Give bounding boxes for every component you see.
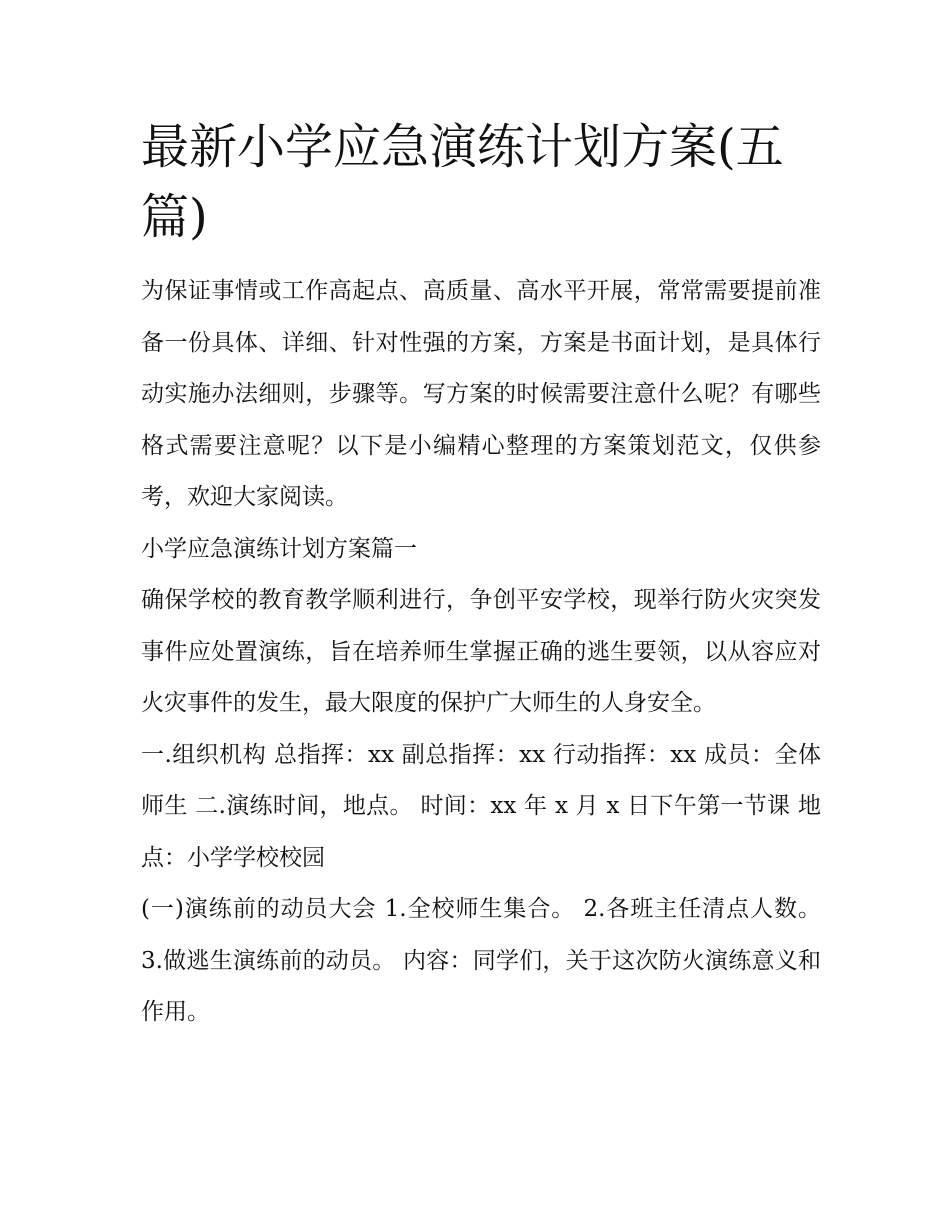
intro-paragraph: 为保证事情或工作高起点、高质量、高水平开展，常常需要提前准备一份具体、详细、针对性强的方案，方案是书面计划，是具体行动实施办法细则，步骤等。写方案的时候需要注意什么呢？有哪些格式需要注意呢？以下是小编精心整理的方案策划范文，仅供参考，欢迎大家阅读。 [141,278,821,510]
mobilization-paragraph: (一)演练前的动员大会 1.全校师生集合。 2.各班主任清点人数。 3.做逃生演练前的动员。 内容：同学们，关于这次防火演练意义和作用。 [141,896,821,1025]
document-title: 最新小学应急演练计划方案(五篇) [141,119,784,245]
document-body [141,112,821,1039]
organization-paragraph: 一.组织机构 总指挥：xx 副总指挥：xx 行动指挥：xx 成员：全体师生 二.演练时间，地点。 时间：xx 年 x 月 x 日下午第一节课 地点：小学学校校园 [141,741,821,871]
purpose-paragraph: 确保学校的教育教学顺利进行，争创平安学校，现举行防火灾突发事件应处置演练，旨在培养师生掌握正确的逃生要领，以从容应对火灾事件的发生，最大限度的保护广大师生的人身安全。 [141,587,821,716]
section-heading: 小学应急演练计划方案篇一 [141,535,417,562]
